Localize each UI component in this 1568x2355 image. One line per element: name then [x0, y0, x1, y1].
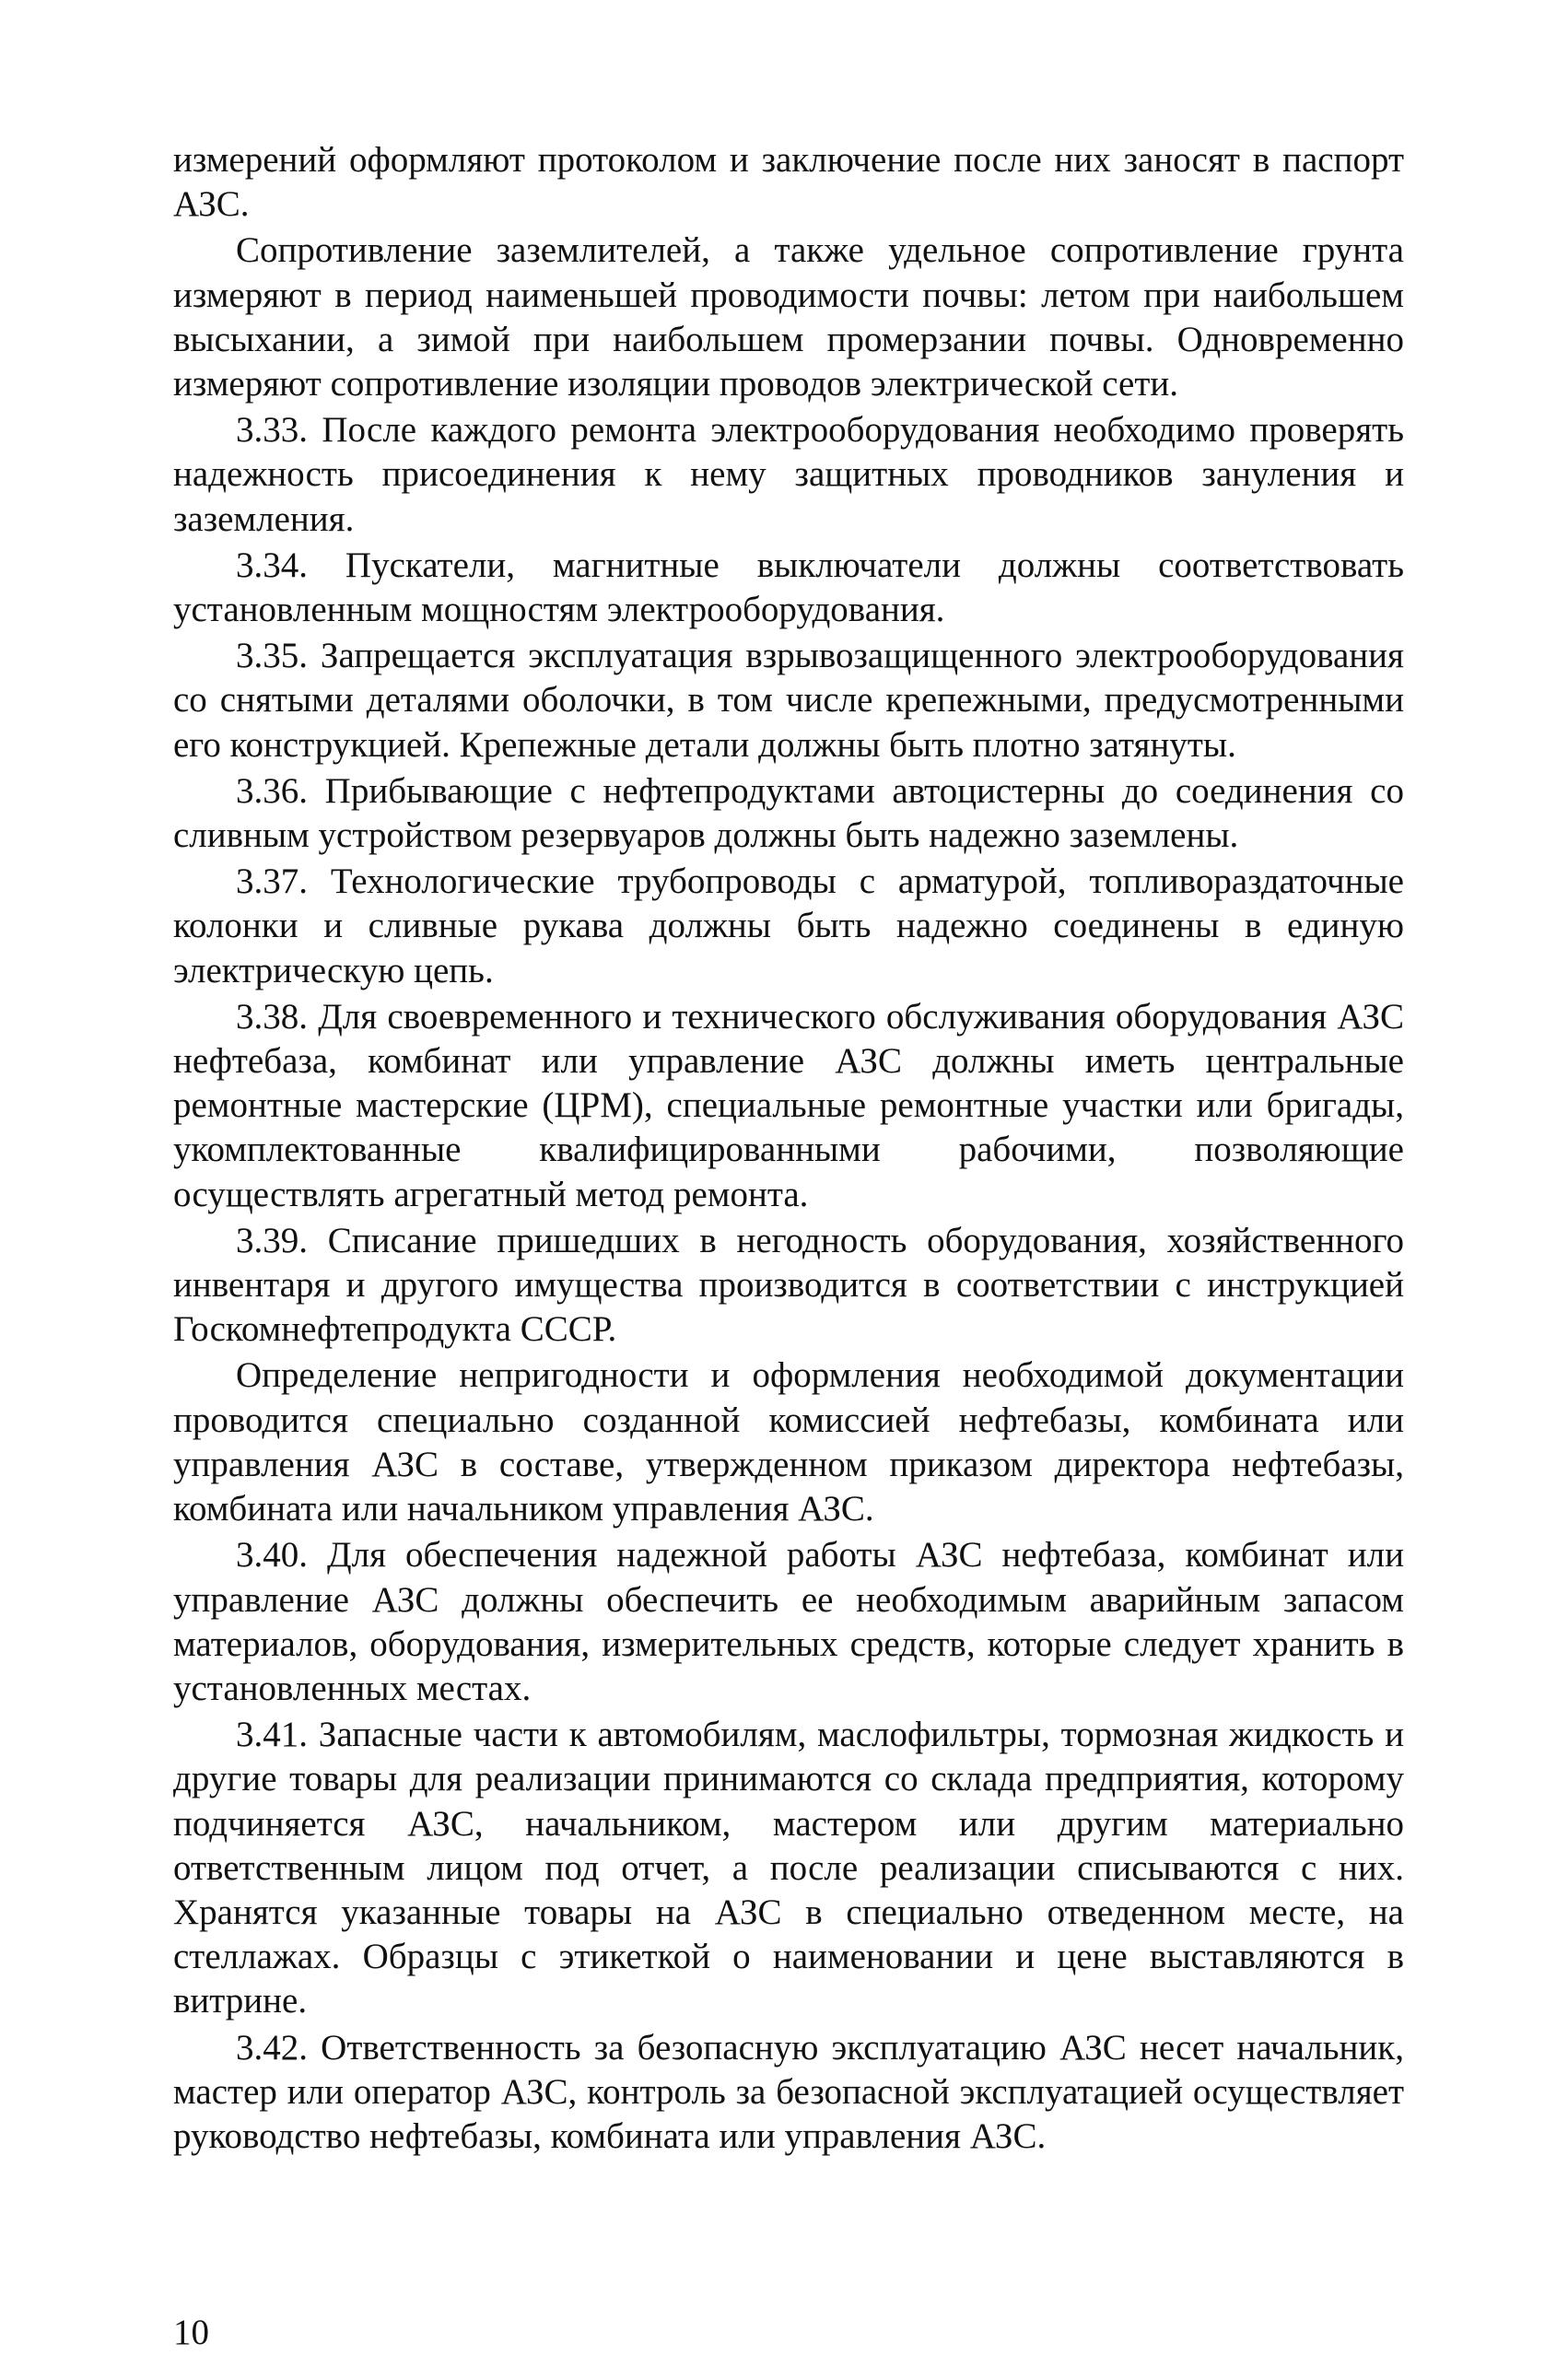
paragraph-3-38: 3.38. Для своевременного и технического обслуживания оборудования АЗС нефтебаза, комбинат или управление АЗС должны иметь центральные ремонтные мастерские (ЦРМ), специальные ремонтные участки или бригады, укомплектованные квалифицированными рабочими, позволяющие осуществлять агрегатный метод ремонта. — [173, 996, 1404, 1214]
page-number: 10 — [173, 2313, 209, 2352]
paragraph-3-37: 3.37. Технологические трубопроводы с арматурой, топливораздаточные колонки и сливные рукава должны быть надежно соединены в единую электрическую цепь. — [173, 861, 1404, 990]
document-page — [173, 138, 1404, 2352]
paragraph-3-35: 3.35. Запрещается эксплуатация взрывозащищенного электрооборудования со снятыми деталями оболочки, в том числе крепежными, предусмотренными его конструкцией. Крепежные детали должны быть плотно затянуты. — [173, 636, 1404, 765]
paragraph-3-41: 3.41. Запасные части к автомобилям, маслофильтры, тормозная жидкость и другие товары для реализации принимаются со склада предприятия, которому подчиняется АЗС, начальником, мастером или другим материально ответственным лицом под отчет, а после реализации списываются с них. Хранятся указанные товары на АЗС в специально отведенном месте, на стеллажах. Образцы с этикеткой о наименовании и цене выставляются в витрине. — [173, 1715, 1404, 2021]
paragraph-3-42: 3.42. Ответственность за безопасную эксплуатацию АЗС несет начальник, мастер или оператор АЗС, контроль за безопасной эксплуатацией осуществляет руководство нефтебазы, комбината или управления АЗС. — [173, 2027, 1404, 2156]
paragraph-3-39: 3.39. Списание пришедших в негодность оборудования, хозяйственного инвентаря и другого имущества производится в соответствии с инструкцией Госкомнефтепродукта СССР. — [173, 1220, 1404, 1350]
paragraph-3-40: 3.40. Для обеспечения надежной работы АЗС нефтебаза, комбинат или управление АЗС должны обеспечить ее необходимым аварийным запасом материалов, оборудования, измерительных средств, которые следует хранить в установленных местах. — [173, 1535, 1404, 1708]
paragraph-3-36: 3.36. Прибывающие с нефтепродуктами автоцистерны до соединения со сливным устройством резервуаров должны быть надежно заземлены. — [173, 770, 1404, 856]
paragraph-3-34: 3.34. Пускатели, магнитные выключатели должны соответствовать установленным мощностям электрооборудования. — [173, 545, 1404, 630]
paragraph-3-33: 3.33. После каждого ремонта электрооборудования необходимо проверять надежность присоединения к нему защитных проводников зануления и заземления. — [173, 410, 1404, 539]
paragraph-continuation: измерений оформляют протоколом и заключение после них заносят в паспорт АЗС. — [173, 140, 1404, 225]
paragraph-unfitness-determination: Определение непригодности и оформления необходимой документации проводится специально созданной комиссией нефтебазы, комбината или управления АЗС в составе, утвержденном приказом директора нефтебазы, комбината или начальником управления АЗС. — [173, 1355, 1404, 1529]
paragraph-ground-resistance: Сопротивление заземлителей, а также удельное сопротивление грунта измеряют в период наименьшей проводимости почвы: летом при наибольшем высыхании, а зимой при наибольшем промерзании почвы. Одновременно измеряют сопротивление изоляции проводов электрической сети. — [173, 230, 1404, 404]
